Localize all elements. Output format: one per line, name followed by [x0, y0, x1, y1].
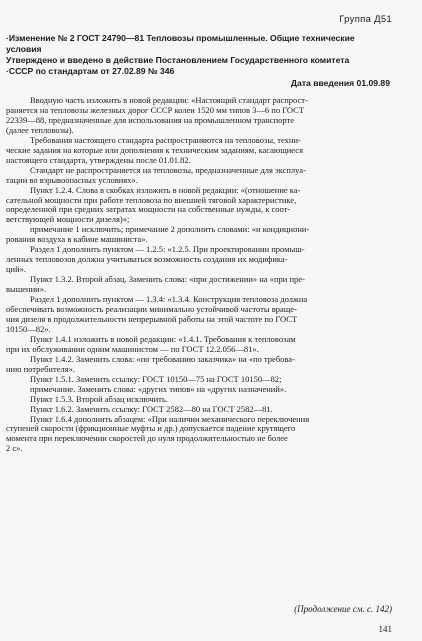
approval-line: Утверждено и введено в действие Постановлением Государственного комитета — [6, 55, 350, 65]
amendment-title — [6, 33, 398, 54]
body-line: Раздел 1 дополнить пунктом — 1.2.5: «1.2.5. При проектировании промыш- — [30, 245, 305, 255]
body-line: (далее тепловозы). — [6, 125, 74, 135]
body-line: ленных тепловозов должна учитываться возможность создания их модифика- — [6, 255, 288, 265]
body-line: Раздел 1 дополнить пунктом — 1.3.4: «1.3.4. Конструкция тепловоза должна — [30, 295, 308, 305]
body-line: Пункт 1.4.2. Заменить слова: «по требованию заказчика» на «по требова- — [30, 354, 295, 364]
body-line: примечание. Заменить слова: «других типов» на «других назначений». — [30, 384, 287, 394]
body-line: вышении». — [6, 285, 47, 295]
body-line: Пункт 1.4.1 изложить в новой редакции: «1.4.1. Требования к тепловозам — [30, 334, 296, 344]
body-line: ветствующей мощности дизеля)»; — [6, 215, 130, 225]
continuation-note: (Продолжение см. с. 142) — [294, 604, 392, 614]
body-line: Стандарт не распространяется на тепловозы, предназначенные для эксплуа- — [30, 165, 306, 175]
body-line: ния дизеля в продолжительности непрерывной работы на этой частоте по ГОСТ — [6, 314, 298, 324]
effective-date: Дата введения 01.09.89 — [290, 78, 390, 88]
body-line: Пункт 1.5.1. Заменить ссылку: ГОСТ 10150—75 на ГОСТ 10150—82; — [30, 374, 282, 384]
body-line: 2 с». — [6, 444, 23, 454]
body-line: 22339—88, предназначенные для использования на промышленном транспорте — [6, 115, 295, 125]
body-line: сательной мощности при работе тепловоза по внешней тяговой характеристике, — [6, 195, 297, 205]
body-line: момента при переключении скоростей до нуля продолжительностью не более — [6, 434, 288, 444]
body-line: Пункт 1.6.4 дополнить абзацем: «При наличии механического переключения — [30, 414, 310, 424]
approval-note — [6, 55, 398, 76]
body-line: ступеней скорости (фрикционные муфты и др.) допускается падение крутящего — [6, 424, 296, 434]
body-line: определенной при средних затратах мощности на собственные нужды, к соот- — [6, 205, 291, 215]
body-line: нию потребителя». — [6, 364, 75, 374]
body-line: раняется на тепловозы железных дорог СССР колеи 1520 мм типов 3—6 по ГОСТ — [6, 105, 305, 115]
body-line: Вводную часть изложить в новой редакции: «Настоящий стандарт распрост- — [30, 96, 308, 105]
body-line: Пункт 1.2.4. Слова в скобках изложить в новой редакции: «(отношение ка- — [30, 185, 301, 195]
body-line: Пункт 1.3.2. Второй абзац. Заменить слова: «при достижении» на «при пре- — [30, 275, 305, 285]
body-line: Пункт 1.6.2. Заменить ссылку: ГОСТ 2582—80 на ГОСТ 2582—81. — [30, 404, 273, 414]
body-line: ческие задания на которые или дополнения к техническим заданиям, касающиеся — [6, 145, 303, 155]
title-line: ·Изменение № 2 ГОСТ 24790—81 Тепловозы промышленные. Общие технические — [6, 33, 355, 43]
page-number: 141 — [378, 624, 392, 634]
body-line: примечание 1 исключить; примечание 2 дополнить словами: «и кондициони- — [30, 225, 310, 235]
title-line: условия — [6, 43, 42, 54]
body-text — [6, 96, 398, 454]
approval-line: ·СССР по стандартам от 27.02.89 № 346 — [6, 65, 175, 76]
body-line: ций». — [6, 265, 27, 275]
body-line: при их обслуживании одним машинистом — по ГОСТ 12.2.056—81». — [6, 344, 259, 354]
body-line: тации во взрывоопасных условиях». — [6, 175, 138, 185]
body-line: настоящего стандарта, утверждены после 01.01.82. — [6, 155, 191, 165]
group-code: Группа Д51 — [339, 14, 392, 25]
body-line: 10150—82». — [6, 324, 51, 334]
body-line: Пункт 1.5.3. Второй абзац исключить. — [30, 394, 168, 404]
body-line: обеспечивать возможность реализации минимально устойчивой частоты враще- — [6, 305, 297, 315]
body-line: рования воздуха в кабине машиниста». — [6, 235, 148, 245]
body-line: Требования настоящего стандарта распространяются на тепловозы, техни- — [30, 135, 301, 145]
